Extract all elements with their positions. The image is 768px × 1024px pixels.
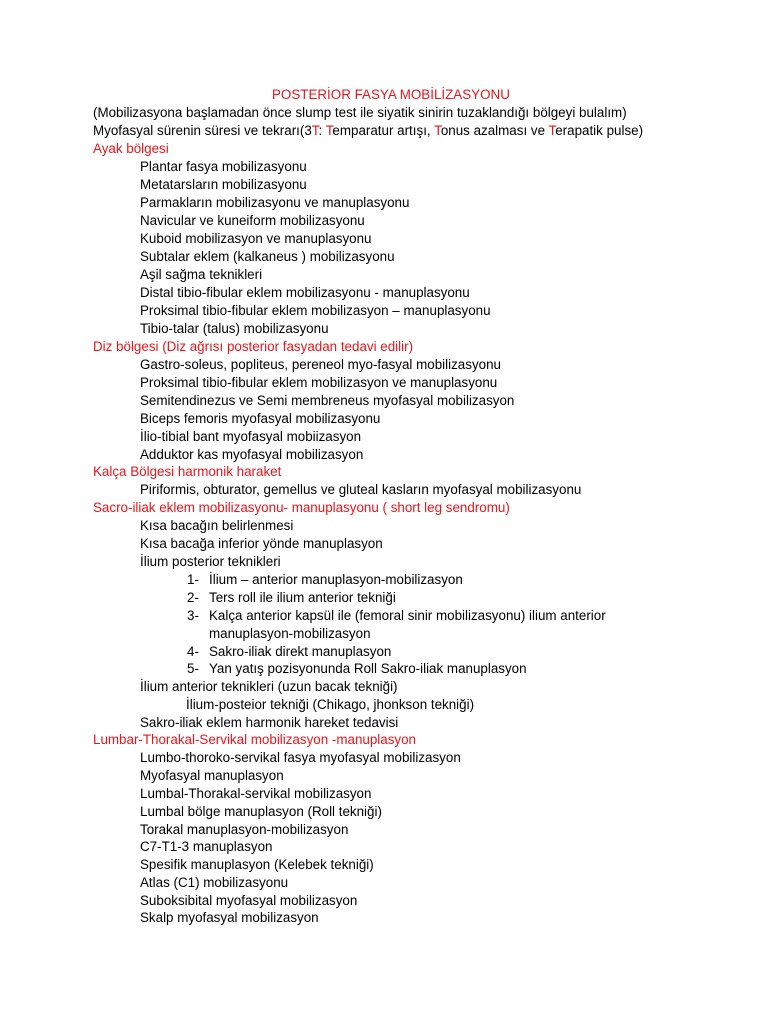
list-item: Torakal manuplasyon-mobilizasyon	[140, 822, 349, 837]
list-item: İlium-posteior tekniği (Chikago, jhonkson tekniği)	[186, 697, 475, 712]
list-item: Distal tibio-fibular eklem mobilizasyonu - manuplasyonu	[140, 285, 470, 300]
list-item: Aşil sağma teknikleri	[140, 267, 263, 282]
list-item: Adduktor kas myofasyal mobilizasyon	[140, 447, 364, 462]
list-item: Plantar fasya mobilizasyonu	[140, 159, 307, 174]
list-item: Skalp myofasyal mobilizasyon	[140, 910, 319, 925]
page-title: POSTERİOR FASYA MOBİLİZASYONU	[272, 87, 510, 102]
numbered-item	[187, 571, 463, 588]
numbered-item	[187, 660, 527, 677]
list-item: Lumbal bölge manuplasyon (Roll tekniği)	[140, 804, 382, 819]
list-item: C7-T1-3 manuplasyon	[140, 839, 273, 854]
item-text: Sakro-iliak direkt manuplasyon	[209, 644, 392, 659]
list-item: Sakro-iliak eklem harmonik hareket tedavisi	[140, 715, 399, 730]
list-item: İlium posterior teknikleri	[140, 554, 281, 569]
section-heading-sacro: Sacro-iliak eklem mobilizasyonu- manuplasyonu ( short leg sendromu)	[93, 500, 510, 515]
list-item: Spesifik manuplasyon (Kelebek tekniği)	[140, 857, 374, 872]
list-item: İlium anterior teknikleri (uzun bacak tekniği)	[140, 679, 398, 694]
list-item: Metatarsların mobilizasyonu	[140, 177, 307, 192]
list-item: Lumbal-Thorakal-servikal mobilizasyon	[140, 786, 372, 801]
list-item: Tibio-talar (talus) mobilizasyonu	[140, 321, 329, 336]
item-text: Yan yatış pozisyonunda Roll Sakro-iliak manuplasyon	[209, 661, 527, 676]
item-number: 1-	[187, 572, 199, 587]
list-item: Suboksibital myofasyal mobilizasyon	[140, 893, 358, 908]
list-item: Kısa bacağın belirlenmesi	[140, 518, 294, 533]
subtitle-t1: T	[311, 123, 319, 138]
list-item: Proksimal tibio-fibular eklem mobilizasyon – manuplasyonu	[140, 303, 491, 318]
list-item: Atlas (C1) mobilizasyonu	[140, 875, 289, 890]
list-item: İlio-tibial bant myofasyal mobiizasyon	[140, 429, 362, 444]
list-item: Semitendinezus ve Semi membreneus myofasyal mobilizasyon	[140, 393, 515, 408]
item-number: 2-	[187, 590, 199, 605]
list-item: Biceps femoris myofasyal mobilizasyonu	[140, 411, 381, 426]
section-heading-lumbar: Lumbar-Thorakal-Servikal mobilizasyon -manuplasyon	[93, 732, 416, 747]
subtitle-w3: onus azalması ve	[440, 123, 549, 138]
list-item: Kuboid mobilizasyon ve manuplasyonu	[140, 231, 372, 246]
list-item: Navicular ve kuneiform mobilizasyonu	[140, 213, 365, 228]
subtitle-t4: T	[548, 123, 556, 138]
list-item: Myofasyal manuplasyon	[140, 768, 284, 783]
list-item: Piriformis, obturator, gemellus ve gluteal kasların myofasyal mobilizasyonu	[140, 482, 582, 497]
list-item: Parmakların mobilizasyonu ve manuplasyonu	[140, 195, 410, 210]
item-text: Kalça anterior kapsül ile (femoral sinir mobilizasyonu) ilium anterior	[209, 608, 606, 623]
list-item: Kısa bacağa inferior yönde manuplasyon	[140, 536, 383, 551]
list-item: Proksimal tibio-fibular eklem mobilizasyon ve manuplasyonu	[140, 375, 498, 390]
item-text: İlium – anterior manuplasyon-mobilizasyon	[209, 572, 463, 587]
section-heading-kalca: Kalça Bölgesi harmonik haraket	[93, 464, 282, 479]
item-text: Ters roll ile ilium anterior tekniği	[209, 590, 396, 605]
item-number: 5-	[187, 661, 199, 676]
subtitle-t2: T	[325, 123, 333, 138]
section-heading-diz: Diz bölgesi (Diz ağrısı posterior fasyadan tedavi edilir)	[93, 339, 414, 354]
subtitle-w4: erapatik pulse)	[555, 123, 644, 138]
subtitle-text	[93, 122, 643, 139]
subtitle-prefix: Myofasyal sürenin süresi ve tekrarı(3	[93, 123, 312, 138]
numbered-item	[187, 589, 396, 606]
list-item: Subtalar eklem (kalkaneus ) mobilizasyonu	[140, 249, 395, 264]
item-number: 3-	[187, 608, 199, 623]
intro-text: (Mobilizasyona başlamadan önce slump test ile siyatik sinirin tuzaklandığı bölgeyi bulalım)	[93, 105, 627, 120]
numbered-item-continuation: manuplasyon-mobilizasyon	[209, 626, 371, 641]
numbered-item	[187, 607, 606, 624]
list-item: Gastro-soleus, popliteus, pereneol myo-fasyal mobilizasyonu	[140, 357, 501, 372]
numbered-item	[187, 643, 391, 660]
subtitle-w2: emparatur artışı,	[332, 123, 435, 138]
list-item: Lumbo-thoroko-servikal fasya myofasyal mobilizasyon	[140, 750, 461, 765]
section-heading-ayak: Ayak bölgesi	[93, 141, 169, 156]
subtitle-sep1: :	[318, 123, 326, 138]
item-number: 4-	[187, 644, 199, 659]
subtitle-t3: T	[434, 123, 441, 138]
